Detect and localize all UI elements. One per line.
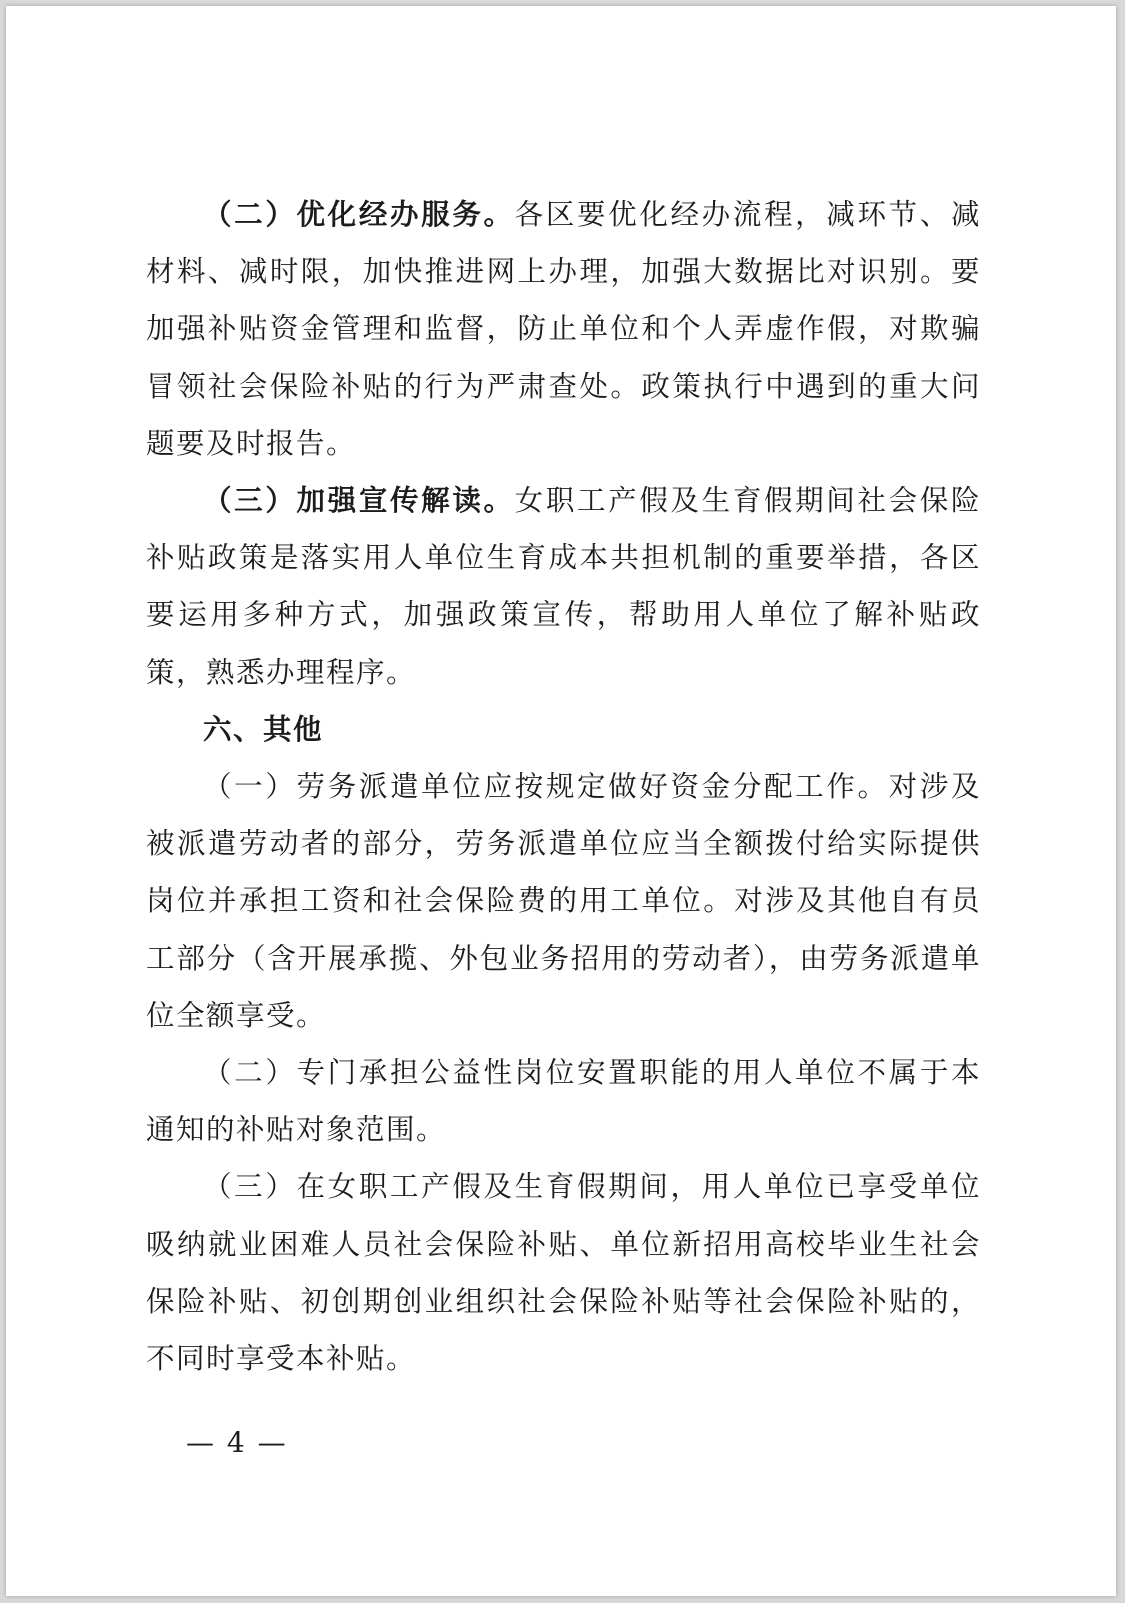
paragraph-text: 各区要优化经办流程，减环节、减材料、减时限，加快推进网上办理，加强大数据比对识别。要加强补贴资金管理和监督，防止单位和个人弄虚作假，对欺骗冒领社会保险补贴的行为严肃查处。政策执行中遇到的重大问题要及时报告。: [146, 198, 981, 460]
document-body: [146, 186, 981, 1387]
paragraph-text: 女职工产假及生育假期间社会保险补贴政策是落实用人单位生育成本共担机制的重要举措，各区要运用多种方式，加强政策宣传，帮助用人单位了解补贴政策，熟悉办理程序。: [146, 484, 981, 689]
paragraph-optimize-service: [146, 186, 981, 472]
page-number: — 4 —: [186, 1426, 288, 1459]
section-heading-other: 六、其他: [203, 711, 324, 746]
paragraph-public-welfare: （二）专门承担公益性岗位安置职能的用人单位不属于本通知的补贴对象范围。: [146, 1056, 981, 1147]
paragraph-labor-dispatch: （一）劳务派遣单位应按规定做好资金分配工作。对涉及被派遣劳动者的部分，劳务派遣单位应当全额拨付给实际提供岗位并承担工资和社会保险费的用工单位。对涉及其他自有员工部分（含开展承揽、外包业务招用的劳动者），由劳务派遣单位全额享受。: [146, 770, 981, 1032]
document-page: [6, 6, 1116, 1596]
paragraph-publicity: [146, 472, 981, 701]
paragraph-title: （二）优化经办服务。: [203, 197, 515, 231]
paragraph-no-double-subsidy: （三）在女职工产假及生育假期间，用人单位已享受单位吸纳就业困难人员社会保险补贴、单位新招用高校毕业生社会保险补贴、初创期创业组织社会保险补贴等社会保险补贴的，不同时享受本补贴。: [146, 1170, 981, 1376]
paragraph-title: （三）加强宣传解读。: [203, 483, 515, 518]
